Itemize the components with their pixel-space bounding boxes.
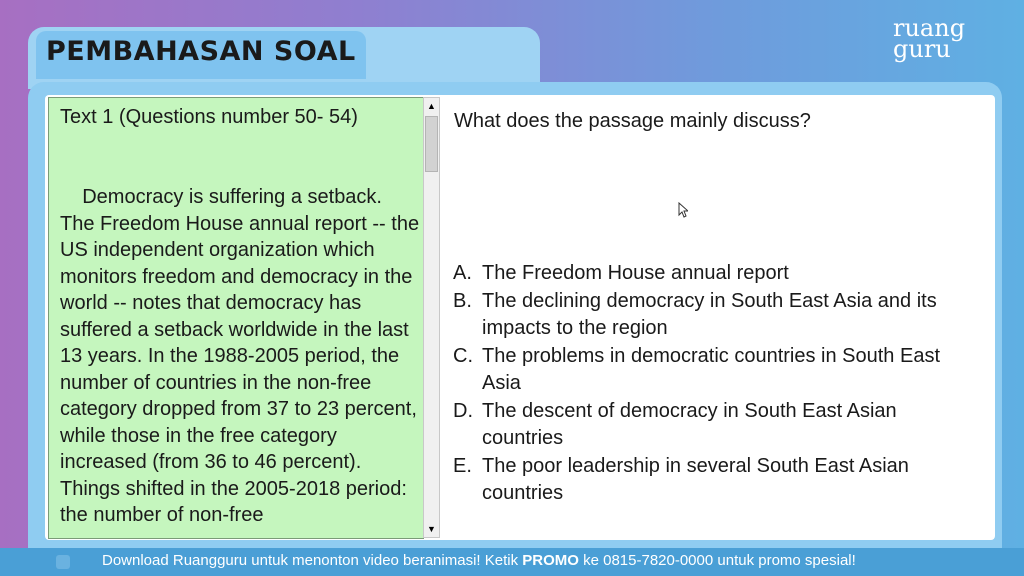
ruangguru-logo [893,14,975,66]
option-text: The poor leadership in several South East Asian countries [482,454,909,504]
logo-line-1: ruang [893,14,966,42]
option-letter: B. [453,289,472,312]
scroll-down-arrow-icon[interactable]: ▼ [424,521,439,537]
passage-box[interactable] [48,97,424,539]
page-title: PEMBAHASAN SOAL [46,36,356,67]
option-c[interactable] [453,343,983,398]
passage-body-text: Democracy is suffering a setback. The Freedom House annual report -- the US independent organization which monitors freedom and democracy in the world -- notes that democracy has suffered a setback worldwide in the last 13 years. In the 1988-2005 period, the number of countries in the non-free category dropped from 37 to 23 percent, while those in the free category increased (from 36 to 46 percent). Things shifted in the 2005-2018 period: the number of non-free [60,186,420,526]
scroll-up-arrow-icon[interactable]: ▲ [424,98,439,114]
passage-scrollbar[interactable] [423,97,440,538]
promo-text-after: ke 0815-7820-0000 untuk promo spesial! [578,552,856,569]
option-letter: D. [453,399,473,422]
option-b[interactable] [453,288,983,343]
promo-text-before: Download Ruangguru untuk menonton video beranimasi! Ketik [102,552,523,569]
option-a[interactable] [453,260,983,288]
option-letter: C. [453,344,473,367]
option-letter: E. [453,454,472,477]
passage-content [60,104,420,529]
option-text: The declining democracy in South East Asia and its impacts to the region [482,289,937,339]
option-d[interactable] [453,398,983,453]
question-text: What does the passage mainly discuss? [454,110,811,132]
passage-body [60,184,420,529]
option-text: The descent of democracy in South East Asian countries [482,399,897,449]
passage-heading: Text 1 (Questions number 50- 54) [60,106,358,128]
scroll-thumb[interactable] [425,116,438,172]
option-letter: A. [453,262,472,284]
option-text: The Freedom House annual report [482,262,789,284]
answer-options [453,260,983,508]
banner-icon [56,555,70,569]
option-e[interactable] [453,453,983,508]
mouse-pointer-icon [678,202,688,218]
promo-text [102,552,856,569]
option-text: The problems in democratic countries in South East Asia [482,344,940,394]
logo-line-2: guru [893,35,951,63]
promo-keyword: PROMO [522,552,579,569]
